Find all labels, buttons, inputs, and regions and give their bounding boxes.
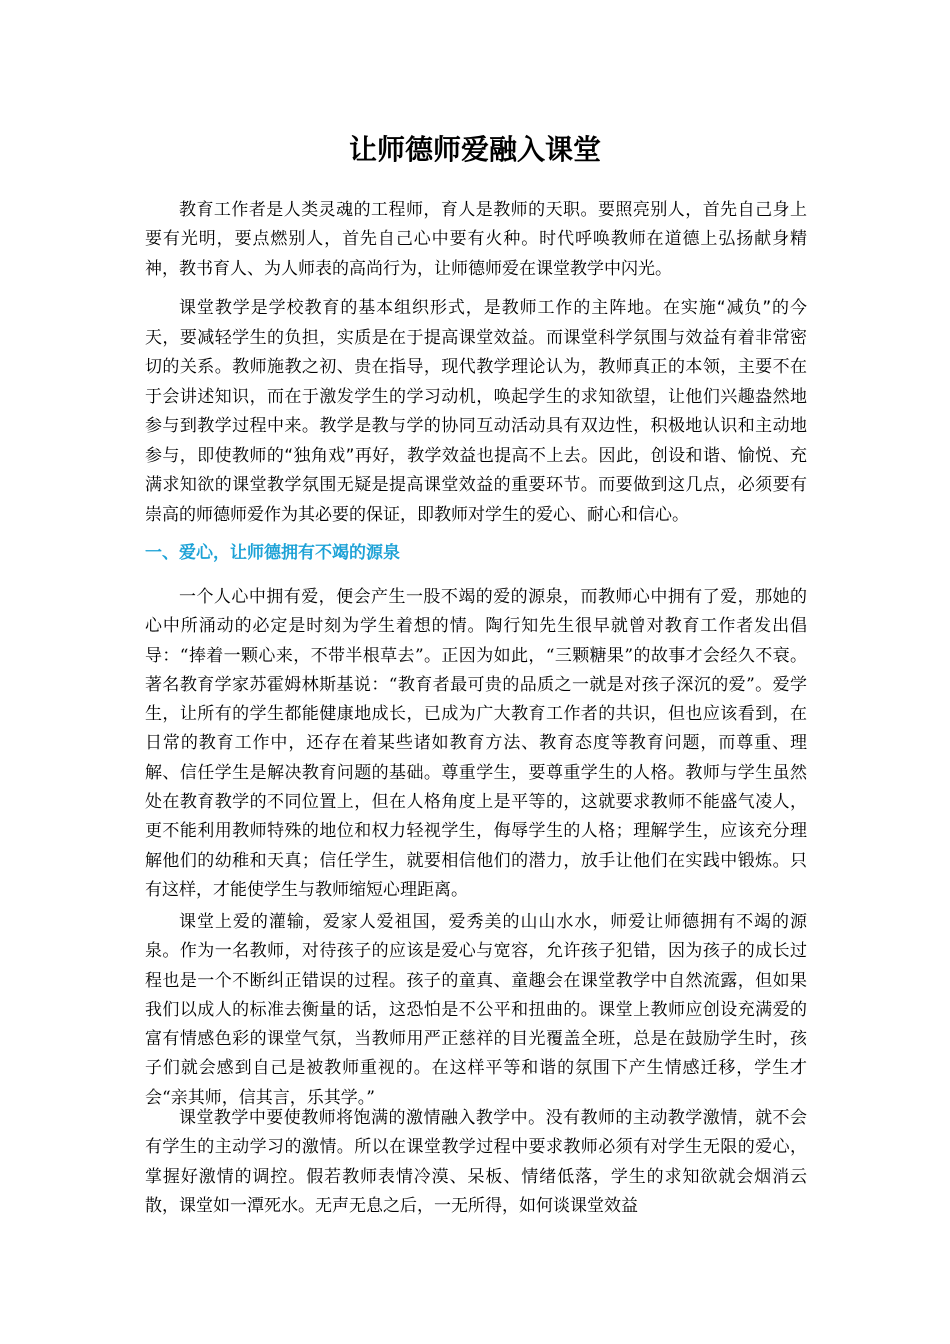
section-paragraph: 课堂教学中要使教师将饱满的激情融入教学中。没有教师的主动教学激情，就不会有学生的主动学习的激情。所以在课堂教学过程中要求教师必须有对学生无限的爱心，掌握好激情的调控。假若教师表情冷漠、呆板、情绪低落，学生的求知欲就会烟消云散，课堂如一潭死水。无声无息之后，一无所得，如何谈课堂效益: [145, 1108, 807, 1216]
body-paragraph: 课堂教学是学校教育的基本组织形式，是教师工作的主阵地。在实施“减负”的今天，要减轻学生的负担，实质是在于提高课堂效益。而课堂科学氛围与效益有着非常密切的关系。教师施教之初、贵在指导，现代教学理论认为，教师真正的本领，主要不在于会讲述知识，而在于激发学生的学习动机，唤起学生的求知欲望，让他们兴趣盎然地参与到教学过程中来。教学是教与学的协同互动活动具有双边性，积极地认识和主动地参与，即使教师的“独角戏”再好，教学效益也提高不上去。因此，创设和谐、愉悦、充满求知欲的课堂教学氛围无疑是提高课堂效益的重要环节。而要做到这几点，必须要有崇高的师德师爱作为其必要的保证，即教师对学生的爱心、耐心和信心。: [145, 298, 807, 525]
document-title: 让师德师爱融入课堂: [348, 133, 601, 166]
section-paragraph: 一个人心中拥有爱，便会产生一股不竭的爱的源泉，而教师心中拥有了爱，那她的心中所涌动的必定是时刻为学生着想的情。陶行知先生很早就曾对教育工作者发出倡导：“捧着一颗心来，不带半根草去”。正因为如此，“三颗糖果”的故事才会经久不衰。著名教育学家苏霍姆林斯基说：“教育者最可贵的品质之一就是对孩子深沉的爱”。爱学生，让所有的学生都能健康地成长，已成为广大教育工作者的共识，但也应该看到，在日常的教育工作中，还存在着某些诸如教育方法、教育态度等教育问题，而尊重、理解、信任学生是解决教育问题的基础。尊重学生，要尊重学生的人格。教师与学生虽然处在教育教学的不同位置上，但在人格角度上是平等的，这就要求教师不能盛气凌人，更不能利用教师特殊的地位和权力轻视学生，侮辱学生的人格；理解学生，应该充分理解他们的幼稚和天真；信任学生，就要相信他们的潜力，放手让他们在实践中锻炼。只有这样，才能使学生与教师缩短心理距离。: [145, 587, 807, 900]
section-heading: 一、爱心，让师德拥有不竭的源泉: [145, 543, 400, 563]
section-paragraph: 课堂上爱的灌输，爱家人爱祖国，爱秀美的山山水水，师爱让师德拥有不竭的源泉。作为一名教师，对待孩子的应该是爱心与宽容，允许孩子犯错，因为孩子的成长过程也是一个不断纠正错误的过程。孩子的童真、童趣会在课堂教学中自然流露，但如果我们以成人的标准去衡量的话，这恐怕是不公平和扭曲的。课堂上教师应创设充满爱的富有情感色彩的课堂气氛，当教师用严正慈祥的目光覆盖全班，总是在鼓励学生时，孩子们就会感到自己是被教师重视的。在这样平等和谐的氛围下产生情感迁移，学生才会“亲其师，信其言，乐其学。”: [145, 912, 807, 1108]
intro-paragraph: 教育工作者是人类灵魂的工程师，育人是教师的天职。要照亮别人，首先自己身上要有光明，要点燃别人，首先自己心中要有火种。时代呼唤教师在道德上弘扬献身精神，教书育人、为人师表的高尚行为，让师德师爱在课堂教学中闪光。: [145, 200, 807, 279]
